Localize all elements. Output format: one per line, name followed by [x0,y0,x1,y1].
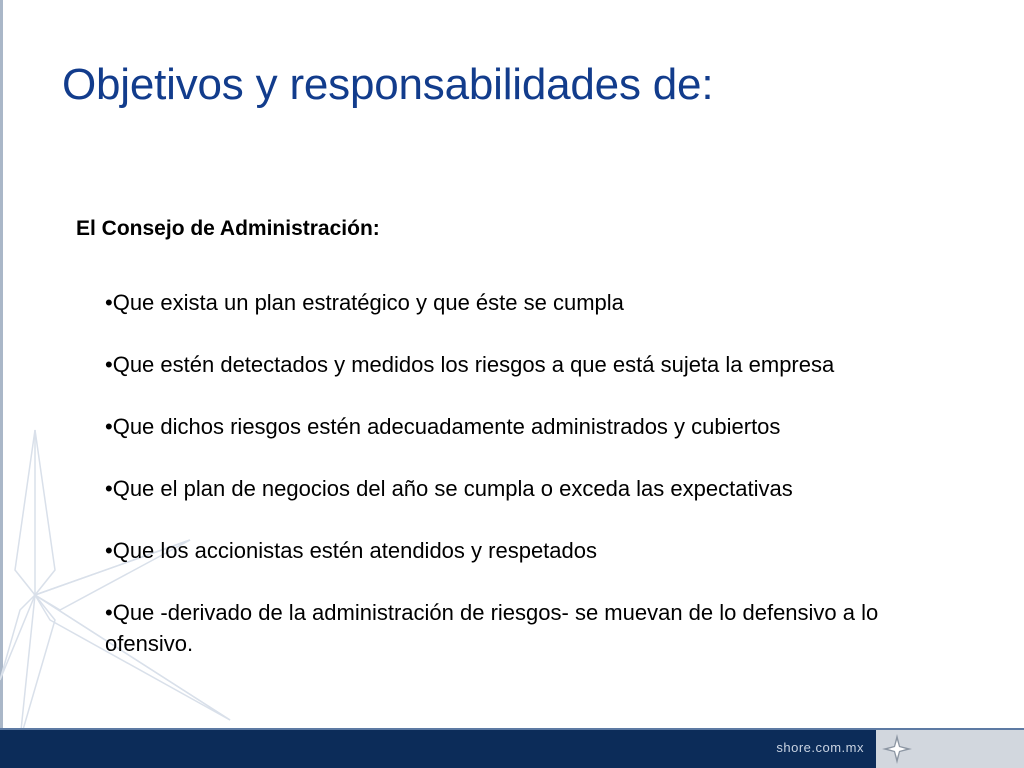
slide-title: Objetivos y responsabilidades de: [62,60,714,109]
bullet-item-business-plan: •Que el plan de negocios del año se cumpla o exceda las expectativas [105,476,793,501]
bullet-item-risks-managed: •Que dichos riesgos estén adecuadamente administrados y cubiertos [105,414,781,439]
bullet-item-defensive-offensive: •Que -derivado de la administración de riesgos- se muevan de lo defensivo a lo ofensivo. [105,600,879,656]
footer-bar [0,730,1024,768]
bullet-item-shareholders: •Que los accionistas estén atendidos y respetados [105,538,597,563]
star-logo-icon [880,732,914,766]
section-heading: El Consejo de Administración: [76,217,380,240]
bullet-list [105,287,925,690]
bullet-item-risks-detected: •Que estén detectados y medidos los riesgos a que está sujeta la empresa [105,352,835,377]
bullet-item-strategic-plan: •Que exista un plan estratégico y que éste se cumpla [105,290,624,315]
footer-url: shore.com.mx [776,740,864,755]
